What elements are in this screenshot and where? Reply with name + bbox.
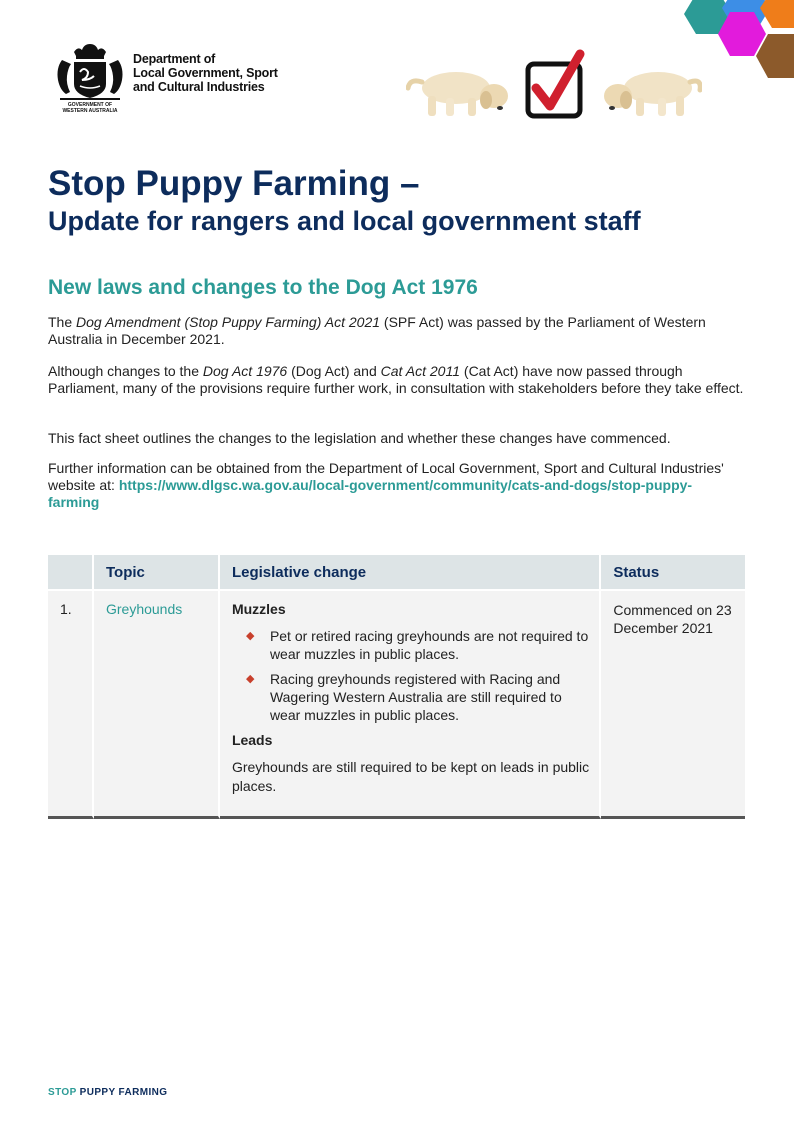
dept-line-2: Local Government, Sport	[133, 66, 278, 80]
hexagon-decoration	[684, 0, 794, 82]
paragraph-spf-act: The Dog Amendment (Stop Puppy Farming) Act 2021 (SPF Act) was passed by the Parliament of Western Australia in December 2021.	[48, 314, 706, 347]
table-header-row	[48, 555, 745, 589]
bullet-icon: ◆	[245, 673, 255, 685]
checkbox-tick-icon	[528, 54, 580, 116]
header-topic: Topic	[94, 555, 220, 589]
paragraph-fact-sheet: This fact sheet outlines the changes to the legislation and whether these changes have commenced.	[48, 430, 671, 446]
row-number: 1.	[48, 589, 94, 819]
wa-crest-logo	[52, 42, 128, 114]
dept-line-1: Department of	[133, 52, 216, 66]
section-heading: New laws and changes to the Dog Act 1976	[48, 276, 478, 299]
footer-puppy-farming: PUPPY FARMING	[76, 1087, 168, 1098]
paragraph-further-info: Further information can be obtained from the Department of Local Government, Sport and Cultural Industries' website at: https://www.dlgsc.wa.gov.au/local-government/community/cats-and-dogs/stop-puppy-farming	[48, 460, 724, 510]
subheading-leads: Leads	[231, 732, 273, 748]
page-title: Stop Puppy Farming –	[48, 164, 420, 203]
act-title: Dog Amendment (Stop Puppy Farming) Act 2021	[76, 314, 381, 330]
muzzle-bullets	[232, 627, 589, 724]
page-subtitle: Update for rangers and local government staff	[48, 206, 641, 236]
crest-caption-2: WESTERN AUSTRALIA	[62, 108, 118, 114]
header-legislative-change: Legislative change	[220, 555, 601, 589]
subheading-muzzles: Muzzles	[231, 601, 286, 617]
cat-act-title: Cat Act 2011	[380, 363, 461, 379]
leads-note: Greyhounds are still required to be kept on leads in public places.	[231, 759, 590, 794]
header-artwork	[406, 48, 702, 124]
bullet-icon: ◆	[245, 630, 255, 642]
department-name	[133, 52, 278, 94]
dog-act-title: Dog Act 1976	[202, 363, 288, 379]
header-number	[48, 555, 94, 589]
legislation-table	[48, 555, 745, 819]
row-change	[220, 589, 601, 819]
table-row	[48, 589, 745, 819]
footer-brand	[48, 1087, 167, 1098]
list-item: ◆ Racing greyhounds registered with Racing and Wagering Western Australia are still required to wear muzzles in public places.	[245, 671, 562, 723]
footer-stop: STOP	[48, 1087, 77, 1098]
row-topic: Greyhounds	[94, 589, 220, 819]
row-status: Commenced on 23 December 2021	[601, 589, 745, 819]
dept-line-3: and Cultural Industries	[133, 80, 265, 94]
puppy-image	[408, 72, 508, 116]
crest-caption-1: GOVERNMENT OF	[67, 102, 113, 108]
list-item: ◆ Pet or retired racing greyhounds are not required to wear muzzles in public places.	[245, 628, 589, 662]
dlgsc-website-link[interactable]: https://www.dlgsc.wa.gov.au/local-government/community/cats-and-dogs/stop-puppy-farming	[48, 477, 693, 510]
paragraph-changes: Although changes to the Dog Act 1976 (Dog Act) and Cat Act 2011 (Cat Act) have now passed through Parliament, many of the provisions require further work, in consultation with stakeholders before they take effect.	[48, 363, 744, 396]
header-status: Status	[601, 555, 745, 589]
